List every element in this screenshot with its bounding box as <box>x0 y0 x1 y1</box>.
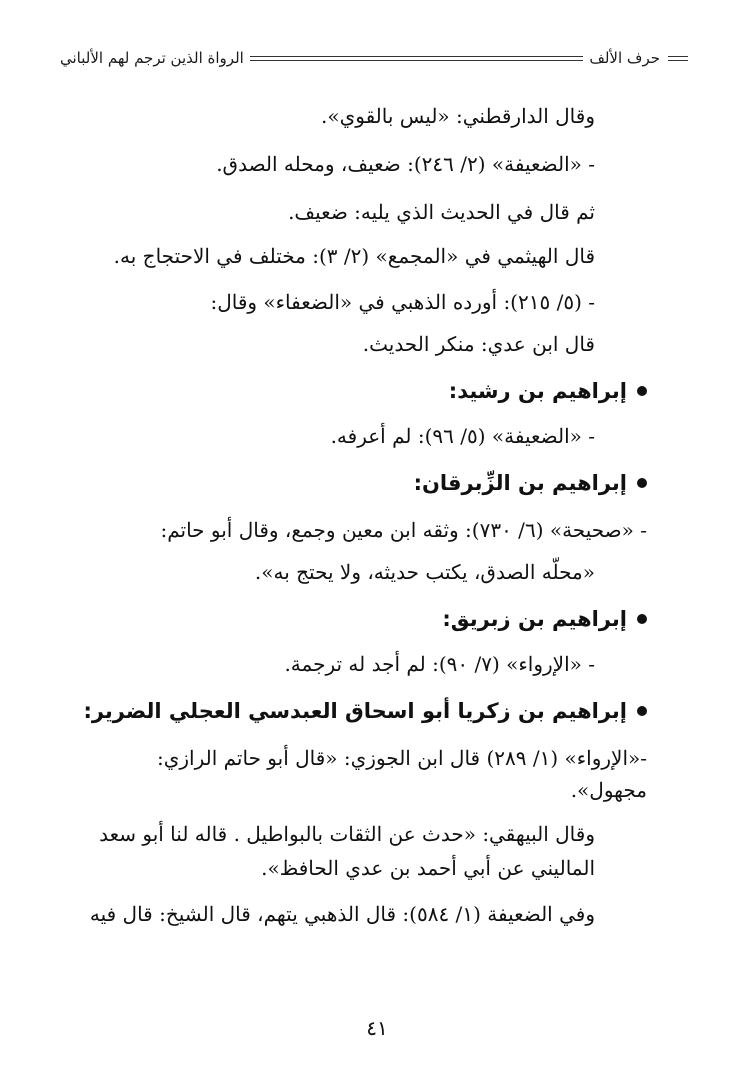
text-line: الماليني عن أبي أحمد بن عدي الحافظ». <box>261 856 595 880</box>
bullet-icon <box>637 478 647 488</box>
bullet-icon <box>637 706 647 716</box>
text-line: «محلّه الصدق، يكتب حديثه، ولا يحتج به». <box>254 560 595 584</box>
text-line: ثم قال في الحديث الذي يليه: ضعيف. <box>288 200 595 224</box>
text-line: -«الإرواء» (١/ ٢٨٩) قال ابن الجوزي: «قال أبو حاتم الرازي: <box>156 746 647 770</box>
text-line: - «الضعيفة» (٥/ ٩٦): لم أعرفه. <box>330 424 595 448</box>
text-line: وقال الدارقطني: «ليس بالقوي». <box>320 104 595 128</box>
entry-heading <box>83 696 647 726</box>
entry-heading <box>442 604 647 634</box>
entry-heading <box>449 376 647 406</box>
text-line: - «صحيحة» (٦/ ٧٣٠): وثقه ابن معين وجمع، وقال أبو حاتم: <box>160 518 647 542</box>
entry-heading-text: إبراهيم بن زبريق: <box>442 607 627 631</box>
header-rule-right <box>668 56 688 61</box>
text-line: وقال البيهقي: «حدث عن الثقات بالبواطيل . قاله لنا أبو سعد <box>99 822 595 846</box>
text-line: - (٥/ ٢١٥): أورده الذهبي في «الضعفاء» وقال: <box>210 290 595 314</box>
bullet-icon <box>637 614 647 624</box>
page-header <box>60 44 688 72</box>
entry-heading <box>414 468 647 498</box>
page-number: ٤١ <box>366 1016 388 1040</box>
entry-heading-text: إبراهيم بن الزِّبرقان: <box>413 471 627 495</box>
header-chapter: حرف الألف <box>589 49 660 67</box>
entry-heading-text: إبراهيم بن رشيد: <box>448 379 627 403</box>
header-title: الرواة الذين ترجم لهم الألباني <box>60 49 244 67</box>
header-rule-middle <box>250 56 584 61</box>
text-line: - «الضعيفة» (٢/ ٢٤٦): ضعيف، ومحله الصدق. <box>216 152 595 176</box>
text-line: - «الإرواء» (٧/ ٩٠): لم أجد له ترجمة. <box>284 652 595 676</box>
text-line: قال ابن عدي: منكر الحديث. <box>362 332 595 356</box>
entry-heading-text: إبراهيم بن زكريا أبو اسحاق العبدسي العجلي الضرير: <box>83 699 627 723</box>
bullet-icon <box>637 386 647 396</box>
text-line: قال الهيثمي في «المجمع» (٢/ ٣): مختلف في الاحتجاج به. <box>113 244 595 268</box>
text-line: مجهول». <box>570 778 647 802</box>
text-line: وفي الضعيفة (١/ ٥٨٤): قال الذهبي يتهم، قال الشيخ: قال فيه <box>89 902 595 926</box>
